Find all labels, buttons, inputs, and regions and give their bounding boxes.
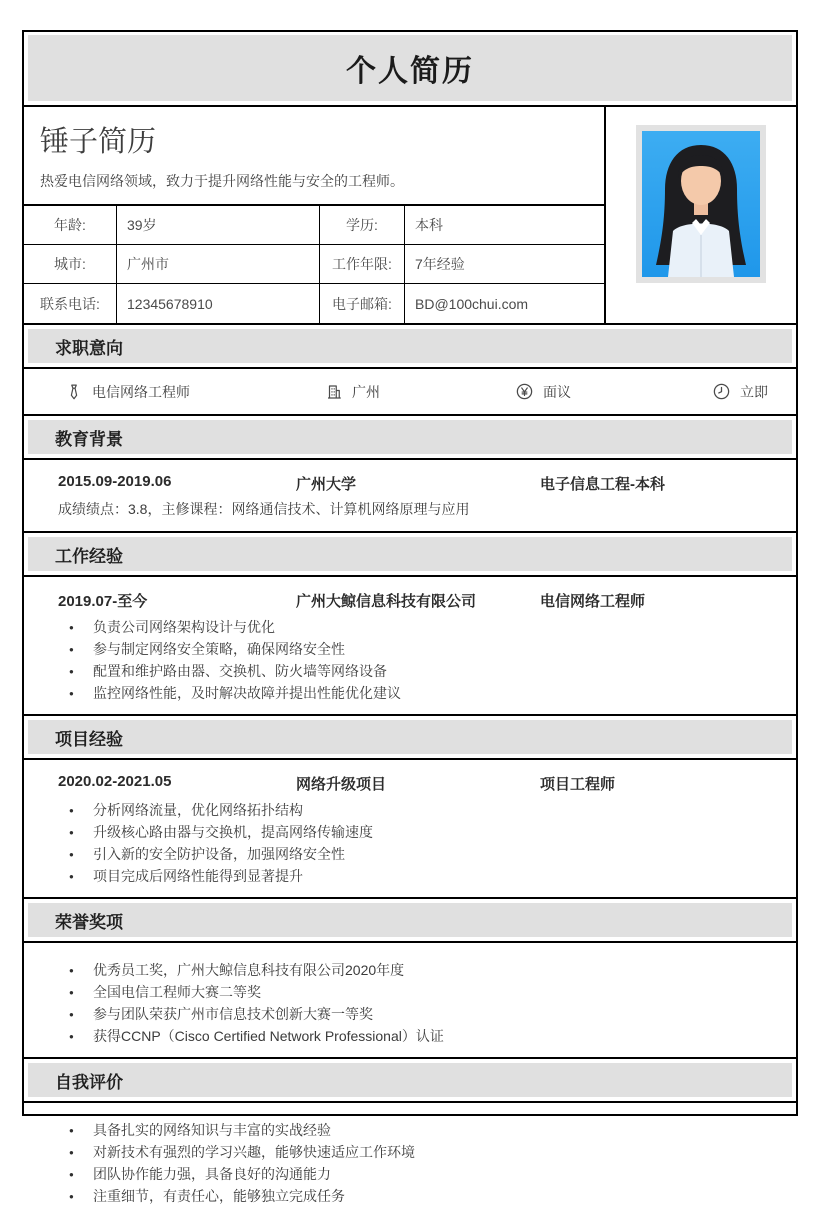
project-body	[24, 760, 796, 899]
education-school: 广州大学	[296, 476, 357, 493]
intent-salary-label: 面议	[543, 383, 571, 400]
building-icon	[325, 383, 343, 401]
profile-area	[24, 107, 796, 325]
bullet-item: ● 对新技术有强烈的学习兴趣，能够快速适应工作环境	[24, 1142, 796, 1163]
resume-title-band	[28, 35, 792, 101]
section-work	[24, 537, 796, 716]
work-bar	[28, 537, 792, 571]
tie-icon	[65, 382, 83, 401]
intent-item-city	[325, 382, 515, 402]
section-title-project: 项目经验	[55, 729, 123, 749]
bullet-item: ● 优秀员工奖，广州大鲸信息科技有限公司2020年度	[24, 960, 796, 981]
info-value-phone: 12345678910	[117, 284, 320, 323]
section-self-evaluation	[24, 1063, 796, 1207]
self-evaluation-body	[24, 1109, 796, 1207]
bullet-item: ● 监控网络性能，及时解决故障并提出性能优化建议	[24, 683, 796, 704]
info-label-city: 城市:	[24, 245, 117, 284]
bullet-item: ● 团队协作能力强，具备良好的沟通能力	[24, 1164, 796, 1185]
bullet-item: ● 注重细节，有责任心，能够独立完成任务	[24, 1186, 796, 1207]
candidate-tagline: 热爱电信网络领域，致力于提升网络性能与安全的工程师。	[40, 173, 404, 189]
info-label-email: 电子邮箱:	[320, 284, 405, 323]
info-label-degree: 学历:	[320, 206, 405, 245]
section-title-education: 教育背景	[55, 429, 123, 449]
education-bar	[28, 420, 792, 454]
education-entry-head	[24, 460, 796, 494]
education-period: 2015.09-2019.06	[58, 473, 172, 490]
bullet-item: ● 升级核心路由器与交换机，提高网络传输速度	[24, 822, 796, 843]
section-job-intent	[24, 329, 796, 416]
project-name: 网络升级项目	[296, 776, 387, 793]
info-label-experience: 工作年限:	[320, 245, 405, 284]
honors-bullet-list	[24, 949, 796, 1047]
intent-item-position	[65, 382, 325, 402]
clock-icon	[712, 382, 731, 401]
section-title-job-intent: 求职意向	[55, 338, 123, 358]
project-bar	[28, 720, 792, 754]
section-title-work: 工作经验	[55, 546, 123, 566]
info-label-age: 年龄:	[24, 206, 117, 245]
project-role: 项目工程师	[540, 776, 616, 793]
bullet-item: ● 项目完成后网络性能得到显著提升	[24, 866, 796, 887]
bullet-item: ● 参与团队荣获广州市信息技术创新大赛一等奖	[24, 1004, 796, 1025]
project-bullet-list	[24, 800, 796, 887]
resume-title-band-wrap	[24, 35, 796, 107]
info-value-age: 39岁	[117, 206, 320, 245]
section-honors	[24, 903, 796, 1059]
page-title: 个人简历	[346, 55, 474, 88]
intent-availability-label: 立即	[740, 383, 768, 400]
name-block	[24, 107, 604, 204]
photo-frame	[636, 125, 766, 283]
bullet-item: ● 引入新的安全防护设备，加强网络安全性	[24, 844, 796, 865]
honors-body	[24, 949, 796, 1059]
intent-row	[24, 369, 796, 414]
honors-bar	[28, 903, 792, 937]
work-entry-head	[24, 577, 796, 611]
info-value-experience: 7年经验	[405, 245, 604, 284]
project-period: 2020.02-2021.05	[58, 773, 172, 790]
intent-item-availability	[712, 382, 768, 402]
section-education	[24, 420, 796, 533]
intent-position-label: 电信网络工程师	[92, 383, 190, 400]
education-detail: 成绩绩点：3.8，主修课程：网络通信技术、计算机网络原理与应用	[58, 501, 470, 517]
info-value-email: BD@100chui.com	[415, 295, 529, 312]
intent-item-salary	[515, 382, 712, 402]
education-major: 电子信息工程-本科	[540, 476, 665, 493]
info-value-city: 广州市	[117, 245, 320, 284]
id-photo	[642, 131, 760, 277]
section-project	[24, 720, 796, 899]
resume-page	[22, 30, 798, 1204]
bullet-item: ● 全国电信工程师大赛二等奖	[24, 982, 796, 1003]
work-bullet-list	[24, 617, 796, 704]
bullet-item: ● 参与制定网络安全策略，确保网络安全性	[24, 639, 796, 660]
section-title-honors: 荣誉奖项	[55, 912, 123, 932]
bullet-item: ● 具备扎实的网络知识与丰富的实战经验	[24, 1120, 796, 1141]
candidate-name: 锤子简历	[40, 126, 157, 158]
education-body	[24, 460, 796, 533]
intent-city-label: 广州	[352, 383, 380, 400]
photo-column	[606, 107, 796, 323]
info-value-degree: 本科	[405, 206, 604, 245]
project-entry-head	[24, 760, 796, 794]
work-body	[24, 577, 796, 716]
profile-left	[24, 107, 606, 323]
self-evaluation-bullet-list	[24, 1109, 796, 1207]
work-company: 广州大鲸信息科技有限公司	[296, 593, 477, 610]
work-period: 2019.07-至今	[58, 593, 148, 610]
job-intent-bar	[28, 329, 792, 363]
info-label-phone: 联系电话:	[24, 284, 117, 323]
section-title-self-evaluation: 自我评价	[55, 1072, 123, 1092]
salary-icon	[515, 382, 534, 401]
bullet-item: ● 分析网络流量，优化网络拓扑结构	[24, 800, 796, 821]
job-intent-body	[24, 369, 796, 416]
bullet-item: ● 负责公司网络架构设计与优化	[24, 617, 796, 638]
work-role: 电信网络工程师	[540, 593, 646, 610]
bullet-item: ● 配置和维护路由器、交换机、防火墙等网络设备	[24, 661, 796, 682]
bullet-item: ● 获得CCNP（Cisco Certified Network Professional）认证	[24, 1026, 796, 1047]
self-evaluation-bar	[28, 1063, 792, 1097]
info-table	[24, 204, 604, 323]
